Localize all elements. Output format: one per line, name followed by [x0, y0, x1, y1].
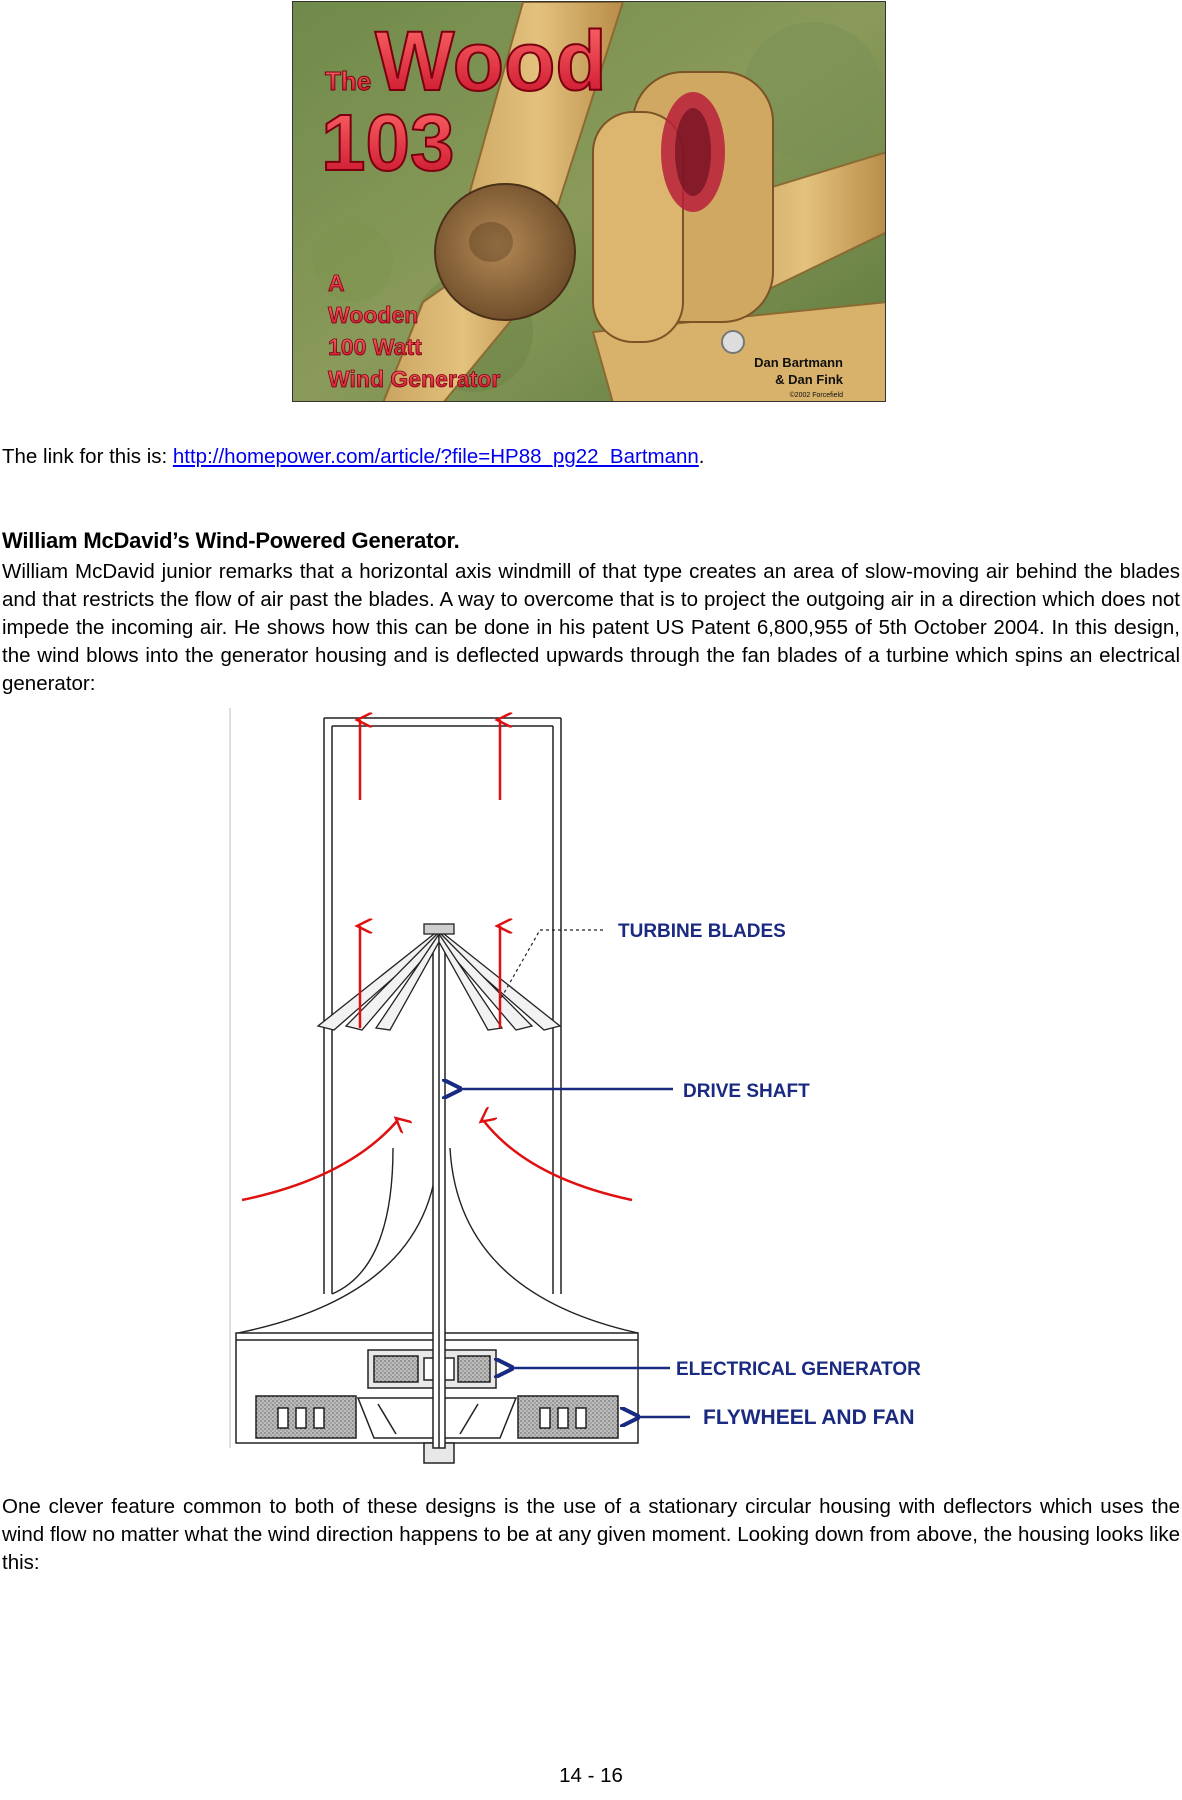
drive-shaft [433, 930, 445, 1448]
cover-illustration [293, 2, 886, 402]
article-link[interactable]: http://homepower.com/article/?file=HP88_pg22_Bartmann [172, 445, 699, 468]
cover-subtitle-line: Wind Generator [328, 366, 501, 392]
cover-image [292, 1, 886, 402]
cover-subtitle-line: 100 Watt [328, 334, 422, 360]
forcefield-logo [722, 331, 744, 353]
paragraph-2: One clever feature common to both of these designs is the use of a stationary circular housing with deflectors which uses the wind flow no matter what the wind direction happens to be at any given moment. Looking down from above, the housing looks like this: [2, 1495, 1180, 1574]
page-number: 14 - 16 [559, 1764, 623, 1787]
cover-copyright: ©2002 Forcefield [789, 392, 843, 399]
link-line [2, 443, 705, 471]
cover-authors: Dan Bartmann [754, 355, 843, 370]
generator-diagram [228, 708, 968, 1468]
cover-title-the: The [325, 66, 372, 96]
section-heading: William McDavid’s Wind-Powered Generator. [2, 528, 460, 553]
label-leaders [500, 930, 603, 1000]
link-prefix: The link for this is: [2, 445, 173, 468]
cover-title-wood: Wood [375, 14, 607, 108]
cover-subtitle-line: A [328, 270, 345, 296]
cover-authors: & Dan Fink [775, 372, 843, 387]
cover-title-number: 103 [321, 98, 455, 187]
label-flywheel-and-fan: FLYWHEEL AND FAN [703, 1406, 915, 1429]
label-drive-shaft: DRIVE SHAFT [683, 1081, 810, 1102]
label-electrical-generator: ELECTRICAL GENERATOR [676, 1359, 921, 1380]
cover-subtitle-line: Wooden [328, 302, 419, 328]
paragraph-1: William McDavid junior remarks that a horizontal axis windmill of that type creates an area of slow-moving air behind the blades and that restricts the flow of air past the blades. A way to overcome that is to project the outgoing air in a direction which does not impede the incoming air. He shows how this can be done in his patent US Patent 6,800,955 of 5th October 2004. In this design, the wind blows into the generator housing and is deflected upwards through the fan blades of a turbine which spins an electrical generator: [2, 560, 1180, 695]
label-turbine-blades: TURBINE BLADES [618, 921, 786, 942]
link-suffix: . [698, 445, 705, 468]
generator-diagram-svg [228, 708, 968, 1468]
